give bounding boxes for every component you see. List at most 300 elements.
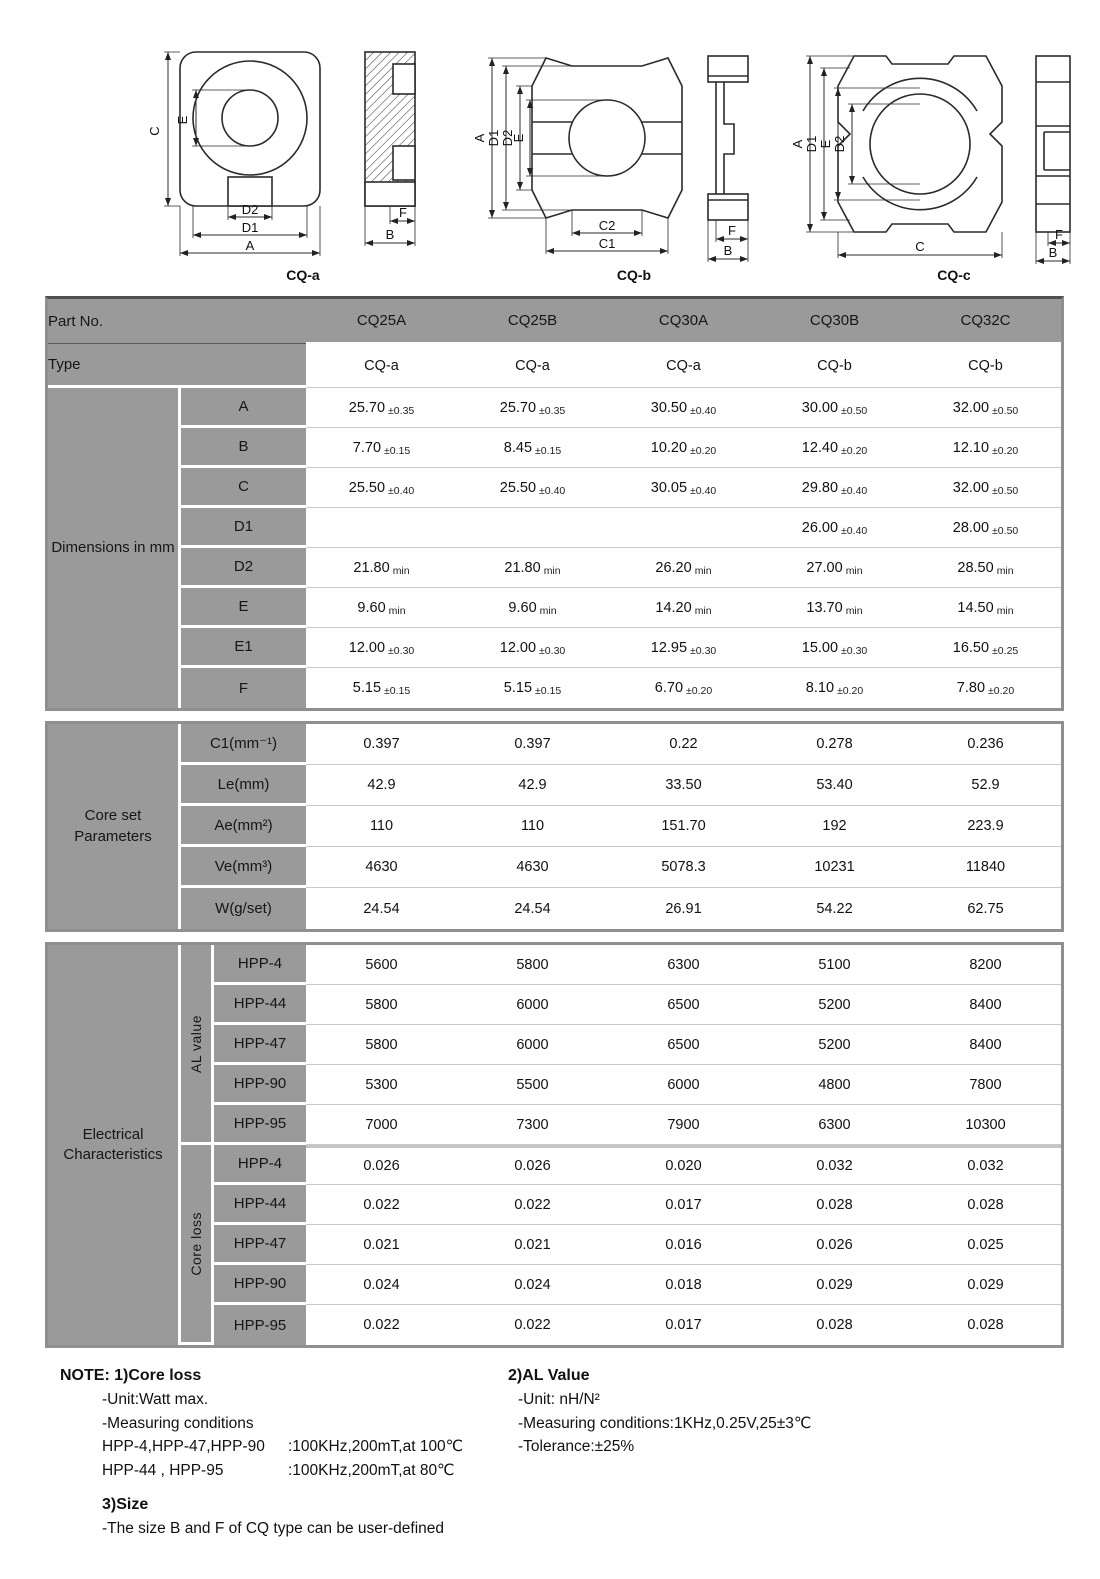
table-cell: [608, 508, 759, 548]
cq-a-drawing: [118, 36, 448, 286]
cell-value: 25.50: [348, 479, 386, 496]
cell-value: 223.9: [967, 818, 1004, 834]
table-row: [48, 508, 1061, 548]
table-cell: [910, 388, 1061, 428]
cell-value: 4630: [365, 859, 398, 875]
table-cell: [457, 765, 608, 806]
table-cell: [608, 1185, 759, 1225]
table-cell: [910, 508, 1061, 548]
cell-value: 26.00: [801, 519, 839, 536]
table-cell: [608, 468, 759, 508]
condition-names: HPP-4,HPP-47,HPP-90: [102, 1438, 265, 1456]
cell-value: 0.020: [665, 1158, 702, 1174]
table-cell: [910, 1065, 1061, 1105]
cell-value: 7000: [365, 1116, 398, 1133]
dim-label-a: A: [790, 139, 805, 149]
table-cell: [306, 668, 457, 708]
cell-value: 12.00: [499, 639, 537, 656]
cell-value: 4630: [516, 859, 549, 875]
table-cell: [910, 628, 1061, 668]
cell-value: 25.70: [499, 399, 537, 416]
cell-value: 0.018: [665, 1276, 702, 1293]
dim-label-e: E: [511, 133, 526, 143]
table-cell: [457, 1065, 608, 1105]
cell-value: 14.50: [957, 599, 994, 616]
cell-value: 14.20: [655, 599, 692, 616]
table-cell: [608, 806, 759, 847]
cell-value: 32.00: [952, 399, 990, 416]
row-label: Le(mm): [181, 765, 306, 806]
cell-tolerance: ±0.20: [837, 685, 864, 697]
cell-value: 27.00: [806, 559, 843, 576]
table-cell: [608, 985, 759, 1025]
cell-value: 0.028: [816, 1317, 853, 1333]
cell-value: 8200: [969, 956, 1002, 973]
cell-value: 0.017: [665, 1317, 702, 1333]
note-line: -Measuring conditions: [102, 1414, 254, 1432]
dim-label-d1: D1: [486, 129, 501, 147]
cell-tolerance: ±0.20: [992, 444, 1019, 457]
type-cell: CQ-a: [608, 344, 759, 388]
table-cell: [608, 428, 759, 468]
cell-value: 0.016: [665, 1236, 702, 1253]
cell-tolerance: ±0.50: [841, 404, 868, 417]
cell-value: 11840: [965, 859, 1006, 875]
table-cell: [457, 945, 608, 985]
cell-tolerance: min: [543, 564, 561, 577]
table-row: [48, 888, 1061, 929]
cell-value: 0.022: [514, 1317, 551, 1333]
cell-value: 24.54: [363, 900, 400, 917]
table-cell: [759, 806, 910, 847]
dim-label-a: A: [472, 133, 487, 143]
group-label-electrical: Electrical Characteristics: [48, 945, 181, 1345]
cell-tolerance: ±0.30: [539, 644, 566, 657]
table-cell: [910, 765, 1061, 806]
column-header: CQ30B: [759, 299, 910, 344]
table-cell: [608, 668, 759, 708]
cell-value: 5.15: [352, 680, 382, 696]
table-row: [48, 388, 1061, 428]
cell-value: 5800: [365, 1036, 398, 1053]
condition-value: :100KHz,200mT,at 100℃: [288, 1438, 464, 1456]
table-cell: [306, 1265, 457, 1305]
table-cell: [306, 1305, 457, 1345]
cell-tolerance: min: [694, 564, 712, 577]
table-cell: [457, 985, 608, 1025]
core-set-table-block: [45, 721, 1064, 932]
note-title-row: [60, 1364, 508, 1388]
cell-value: 5.15: [503, 680, 533, 696]
cell-value: 0.026: [514, 1158, 551, 1174]
cell-value: 9.60: [357, 599, 386, 616]
cell-value: 5100: [818, 956, 851, 973]
table-cell: [910, 1305, 1061, 1345]
cell-tolerance: ±0.40: [690, 404, 717, 417]
cell-value: 6000: [516, 996, 549, 1013]
table-cell: [306, 1145, 457, 1185]
table-cell: [759, 985, 910, 1025]
cell-value: 42.9: [367, 777, 396, 793]
cell-value: 12.00: [348, 639, 386, 656]
cell-tolerance: ±0.40: [690, 484, 717, 497]
row-label: E: [181, 588, 306, 628]
cell-tolerance: min: [845, 564, 863, 577]
table-cell: [306, 628, 457, 668]
cell-value: 9.60: [508, 599, 537, 616]
cell-value: 10231: [814, 859, 855, 875]
row-label: HPP-4: [214, 945, 306, 985]
table-cell: [306, 945, 457, 985]
cell-value: 0.017: [665, 1196, 702, 1213]
table-cell: [608, 1145, 759, 1185]
cell-value: 0.029: [967, 1276, 1004, 1293]
cell-value: 4800: [818, 1076, 851, 1093]
cell-tolerance: ±0.25: [992, 644, 1019, 657]
row-label: E1: [181, 628, 306, 668]
table-cell: [457, 388, 608, 428]
cell-value: 0.021: [514, 1236, 551, 1253]
cell-value: 5600: [365, 956, 398, 973]
cell-tolerance: min: [996, 604, 1014, 617]
table-row: [48, 588, 1061, 628]
table-cell: [306, 1065, 457, 1105]
spec-table-electrical: [48, 945, 1061, 1345]
table-cell: [759, 588, 910, 628]
subgroup-label-core-loss: [181, 1145, 214, 1345]
core-drawings: [118, 36, 1100, 286]
type-cell: CQ-b: [759, 344, 910, 388]
row-label: HPP-4: [214, 1145, 306, 1185]
table-cell: [910, 985, 1061, 1025]
row-label: HPP-95: [214, 1105, 306, 1145]
cell-value: 8400: [969, 1036, 1002, 1053]
cell-value: 26.91: [665, 900, 702, 917]
cq-c-drawing: [786, 36, 1086, 286]
table-cell: [759, 724, 910, 765]
cell-tolerance: ±0.40: [388, 484, 415, 497]
row-label: F: [181, 668, 306, 708]
cell-value: 62.75: [967, 900, 1004, 917]
cell-tolerance: min: [845, 604, 863, 617]
row-label: A: [181, 388, 306, 428]
table-cell: [910, 1265, 1061, 1305]
row-label: HPP-90: [214, 1265, 306, 1305]
row-label: C: [181, 468, 306, 508]
cell-value: 7.80: [956, 680, 986, 696]
cell-value: 24.54: [514, 900, 551, 917]
condition-names: HPP-44 , HPP-95: [102, 1461, 224, 1479]
cell-value: 0.022: [363, 1317, 400, 1333]
type-label: Type: [48, 344, 306, 388]
cell-value: 8.10: [805, 680, 835, 696]
table-cell: [457, 888, 608, 929]
table-cell: [608, 388, 759, 428]
cell-value: 5200: [818, 996, 851, 1013]
note-line: -Tolerance:±25%: [518, 1438, 635, 1456]
dim-label-f: F: [728, 223, 736, 238]
table-cell: [457, 1265, 608, 1305]
table-row: [48, 847, 1061, 888]
row-label: HPP-47: [214, 1025, 306, 1065]
table-cell: [457, 1225, 608, 1265]
cell-value: 110: [520, 818, 545, 834]
cell-tolerance: ±0.20: [841, 444, 868, 457]
cell-value: 54.22: [816, 900, 853, 917]
table-cell: [910, 1145, 1061, 1185]
cell-value: 0.028: [967, 1317, 1004, 1333]
table-row: [48, 765, 1061, 806]
dim-label-c: C: [915, 239, 925, 254]
cell-value: 6.70: [654, 680, 684, 696]
cell-value: 0.236: [967, 736, 1004, 752]
table-cell: [608, 765, 759, 806]
dim-label-f: F: [399, 205, 407, 220]
cell-tolerance: ±0.50: [992, 524, 1019, 537]
cell-value: 5500: [516, 1076, 549, 1093]
cell-tolerance: ±0.30: [690, 644, 717, 657]
cell-value: 110: [369, 818, 394, 834]
table-cell: [608, 628, 759, 668]
cell-value: 10.20: [650, 439, 688, 456]
table-cell: [457, 1305, 608, 1345]
cell-value: 0.024: [514, 1276, 551, 1293]
cq-b-caption: CQ-b: [616, 267, 652, 283]
condition-value: :100KHz,200mT,at 80℃: [288, 1461, 455, 1479]
dim-label-b: B: [385, 227, 395, 242]
dim-label-c1: C1: [598, 236, 616, 251]
table-cell: [306, 468, 457, 508]
cell-value: 12.95: [650, 639, 688, 656]
spec-table-core-set: [48, 724, 1061, 929]
cell-value: 30.50: [650, 399, 688, 416]
dim-label-b: B: [723, 243, 733, 258]
dim-label-f: F: [1055, 227, 1063, 242]
cell-value: 8400: [969, 996, 1002, 1013]
table-row: [48, 468, 1061, 508]
cell-value: 26.20: [655, 559, 692, 576]
dim-label-d2: D2: [241, 202, 259, 217]
table-row: [48, 945, 1061, 985]
cell-tolerance: min: [388, 604, 406, 617]
cell-value: 0.22: [669, 736, 698, 752]
note-line: -Unit:Watt max.: [102, 1391, 209, 1409]
subgroup-label-text: Core loss: [188, 1211, 204, 1276]
table-cell: [457, 1185, 608, 1225]
table-cell: [457, 724, 608, 765]
cq-c-caption: CQ-c: [937, 267, 971, 283]
cell-tolerance: min: [996, 564, 1014, 577]
cell-value: 28.50: [957, 559, 994, 576]
cell-value: 30.05: [650, 479, 688, 496]
cell-value: 6000: [667, 1076, 700, 1093]
row-label: D1: [181, 508, 306, 548]
row-label: HPP-44: [214, 985, 306, 1025]
table-cell: [608, 1065, 759, 1105]
cell-value: 7800: [969, 1076, 1002, 1093]
cell-value: 12.40: [801, 439, 839, 456]
al-value-note-title: 2)AL Value: [508, 1367, 590, 1384]
table-cell: [306, 548, 457, 588]
table-row: [48, 806, 1061, 847]
cell-tolerance: ±0.50: [992, 404, 1019, 417]
cell-value: 25.70: [348, 399, 386, 416]
table-cell: [759, 468, 910, 508]
table-cell: [910, 1025, 1061, 1065]
cell-tolerance: ±0.50: [992, 484, 1019, 497]
cell-value: 52.9: [971, 777, 1000, 793]
table-cell: [759, 1305, 910, 1345]
table-row: [48, 1145, 1061, 1185]
table-cell: [759, 1025, 910, 1065]
cell-value: 192: [822, 818, 847, 834]
cell-value: 42.9: [518, 777, 547, 793]
dim-label-a: A: [245, 238, 255, 253]
table-cell: [759, 888, 910, 929]
datasheet-page: [0, 36, 1100, 1579]
table-cell: [759, 1145, 910, 1185]
table-cell: [306, 1025, 457, 1065]
table-row: [48, 628, 1061, 668]
cell-value: 0.028: [816, 1196, 853, 1213]
cell-tolerance: ±0.15: [384, 685, 411, 697]
cell-tolerance: ±0.40: [539, 484, 566, 497]
cell-value: 7300: [516, 1116, 549, 1133]
table-cell: [910, 668, 1061, 708]
dim-label-d1: D1: [241, 220, 259, 235]
note-condition-row: [102, 1435, 508, 1459]
cell-value: 8.45: [503, 439, 533, 456]
table-cell: [759, 1225, 910, 1265]
cell-tolerance: ±0.40: [841, 524, 868, 537]
table-cell: [457, 428, 608, 468]
cell-value: 7.70: [352, 439, 382, 456]
table-cell: [306, 588, 457, 628]
table-cell: [608, 1105, 759, 1145]
table-cell: [306, 1225, 457, 1265]
cell-value: 0.022: [514, 1196, 551, 1213]
dim-label-b: B: [1048, 245, 1058, 260]
table-cell: [608, 945, 759, 985]
table-cell: [910, 428, 1061, 468]
table-cell: [306, 1105, 457, 1145]
cell-tolerance: ±0.40: [841, 484, 868, 497]
cell-value: 0.397: [514, 736, 551, 752]
size-note-title: 3)Size: [102, 1495, 149, 1513]
row-label: HPP-47: [214, 1225, 306, 1265]
table-cell: [759, 428, 910, 468]
cell-value: 5200: [818, 1036, 851, 1053]
table-cell: [759, 765, 910, 806]
table-cell: [457, 508, 608, 548]
cell-value: 0.026: [816, 1236, 853, 1253]
cell-value: 0.024: [363, 1276, 400, 1293]
note-line: -Unit: nH/N²: [518, 1391, 600, 1409]
table-cell: [457, 806, 608, 847]
cell-value: 29.80: [801, 479, 839, 496]
cell-value: 0.032: [816, 1158, 853, 1174]
notes-al-value: [508, 1364, 811, 1540]
row-label: Ve(mm³): [181, 847, 306, 888]
table-cell: [910, 888, 1061, 929]
notes-section: [60, 1364, 1100, 1540]
table-cell: [608, 1025, 759, 1065]
notes-core-loss: [60, 1364, 508, 1540]
cell-value: 15.00: [801, 639, 839, 656]
table-cell: [608, 888, 759, 929]
table-cell: [306, 724, 457, 765]
table-cell: [910, 548, 1061, 588]
table-cell: [759, 945, 910, 985]
cell-tolerance: ±0.15: [384, 444, 411, 457]
cell-value: 21.80: [504, 559, 541, 576]
note-prefix: NOTE:: [60, 1367, 110, 1384]
cell-value: 0.028: [967, 1196, 1004, 1213]
column-header: CQ30A: [608, 299, 759, 344]
cell-value: 7900: [667, 1116, 700, 1133]
group-label-core-set: Core set Parameters: [48, 724, 181, 929]
cell-tolerance: ±0.35: [388, 404, 415, 417]
electrical-table-block: [45, 942, 1064, 1348]
part-no-row: [48, 299, 1061, 344]
table-cell: [457, 548, 608, 588]
cq-a-caption: CQ-a: [286, 267, 320, 283]
row-label: HPP-95: [214, 1305, 306, 1345]
cell-value: 28.00: [952, 519, 990, 536]
table-cell: [608, 724, 759, 765]
cell-tolerance: ±0.15: [535, 444, 562, 457]
table-cell: [910, 847, 1061, 888]
dimensions-table-block: [45, 296, 1064, 711]
cell-value: 16.50: [952, 639, 990, 656]
table-cell: [759, 668, 910, 708]
table-cell: [306, 508, 457, 548]
table-row: [48, 668, 1061, 708]
cell-value: 0.397: [363, 736, 400, 752]
cell-value: 5800: [365, 996, 398, 1013]
table-cell: [910, 468, 1061, 508]
row-label: W(g/set): [181, 888, 306, 929]
cell-value: 21.80: [353, 559, 390, 576]
cell-value: 0.032: [967, 1158, 1004, 1174]
table-cell: [306, 806, 457, 847]
table-cell: [910, 1185, 1061, 1225]
table-cell: [759, 628, 910, 668]
size-note-line: -The size B and F of CQ type can be user-defined: [102, 1519, 445, 1537]
row-label: HPP-90: [214, 1065, 306, 1105]
row-label: C1(mm⁻¹): [181, 724, 306, 765]
type-cell: CQ-b: [910, 344, 1061, 388]
cell-value: 0.025: [967, 1236, 1004, 1253]
cell-value: 6500: [667, 996, 700, 1013]
table-cell: [759, 1265, 910, 1305]
cell-value: 13.70: [806, 599, 843, 616]
table-cell: [457, 628, 608, 668]
row-label: HPP-44: [214, 1185, 306, 1225]
subgroup-label-al-value: [181, 945, 214, 1145]
column-header: CQ25A: [306, 299, 457, 344]
cell-value: 33.50: [665, 777, 702, 793]
table-cell: [759, 847, 910, 888]
cell-value: 10300: [965, 1116, 1006, 1133]
table-cell: [910, 724, 1061, 765]
table-cell: [457, 1025, 608, 1065]
table-cell: [608, 847, 759, 888]
table-cell: [608, 1265, 759, 1305]
table-cell: [306, 1185, 457, 1225]
table-cell: [306, 428, 457, 468]
dim-label-d2: D2: [832, 135, 847, 153]
